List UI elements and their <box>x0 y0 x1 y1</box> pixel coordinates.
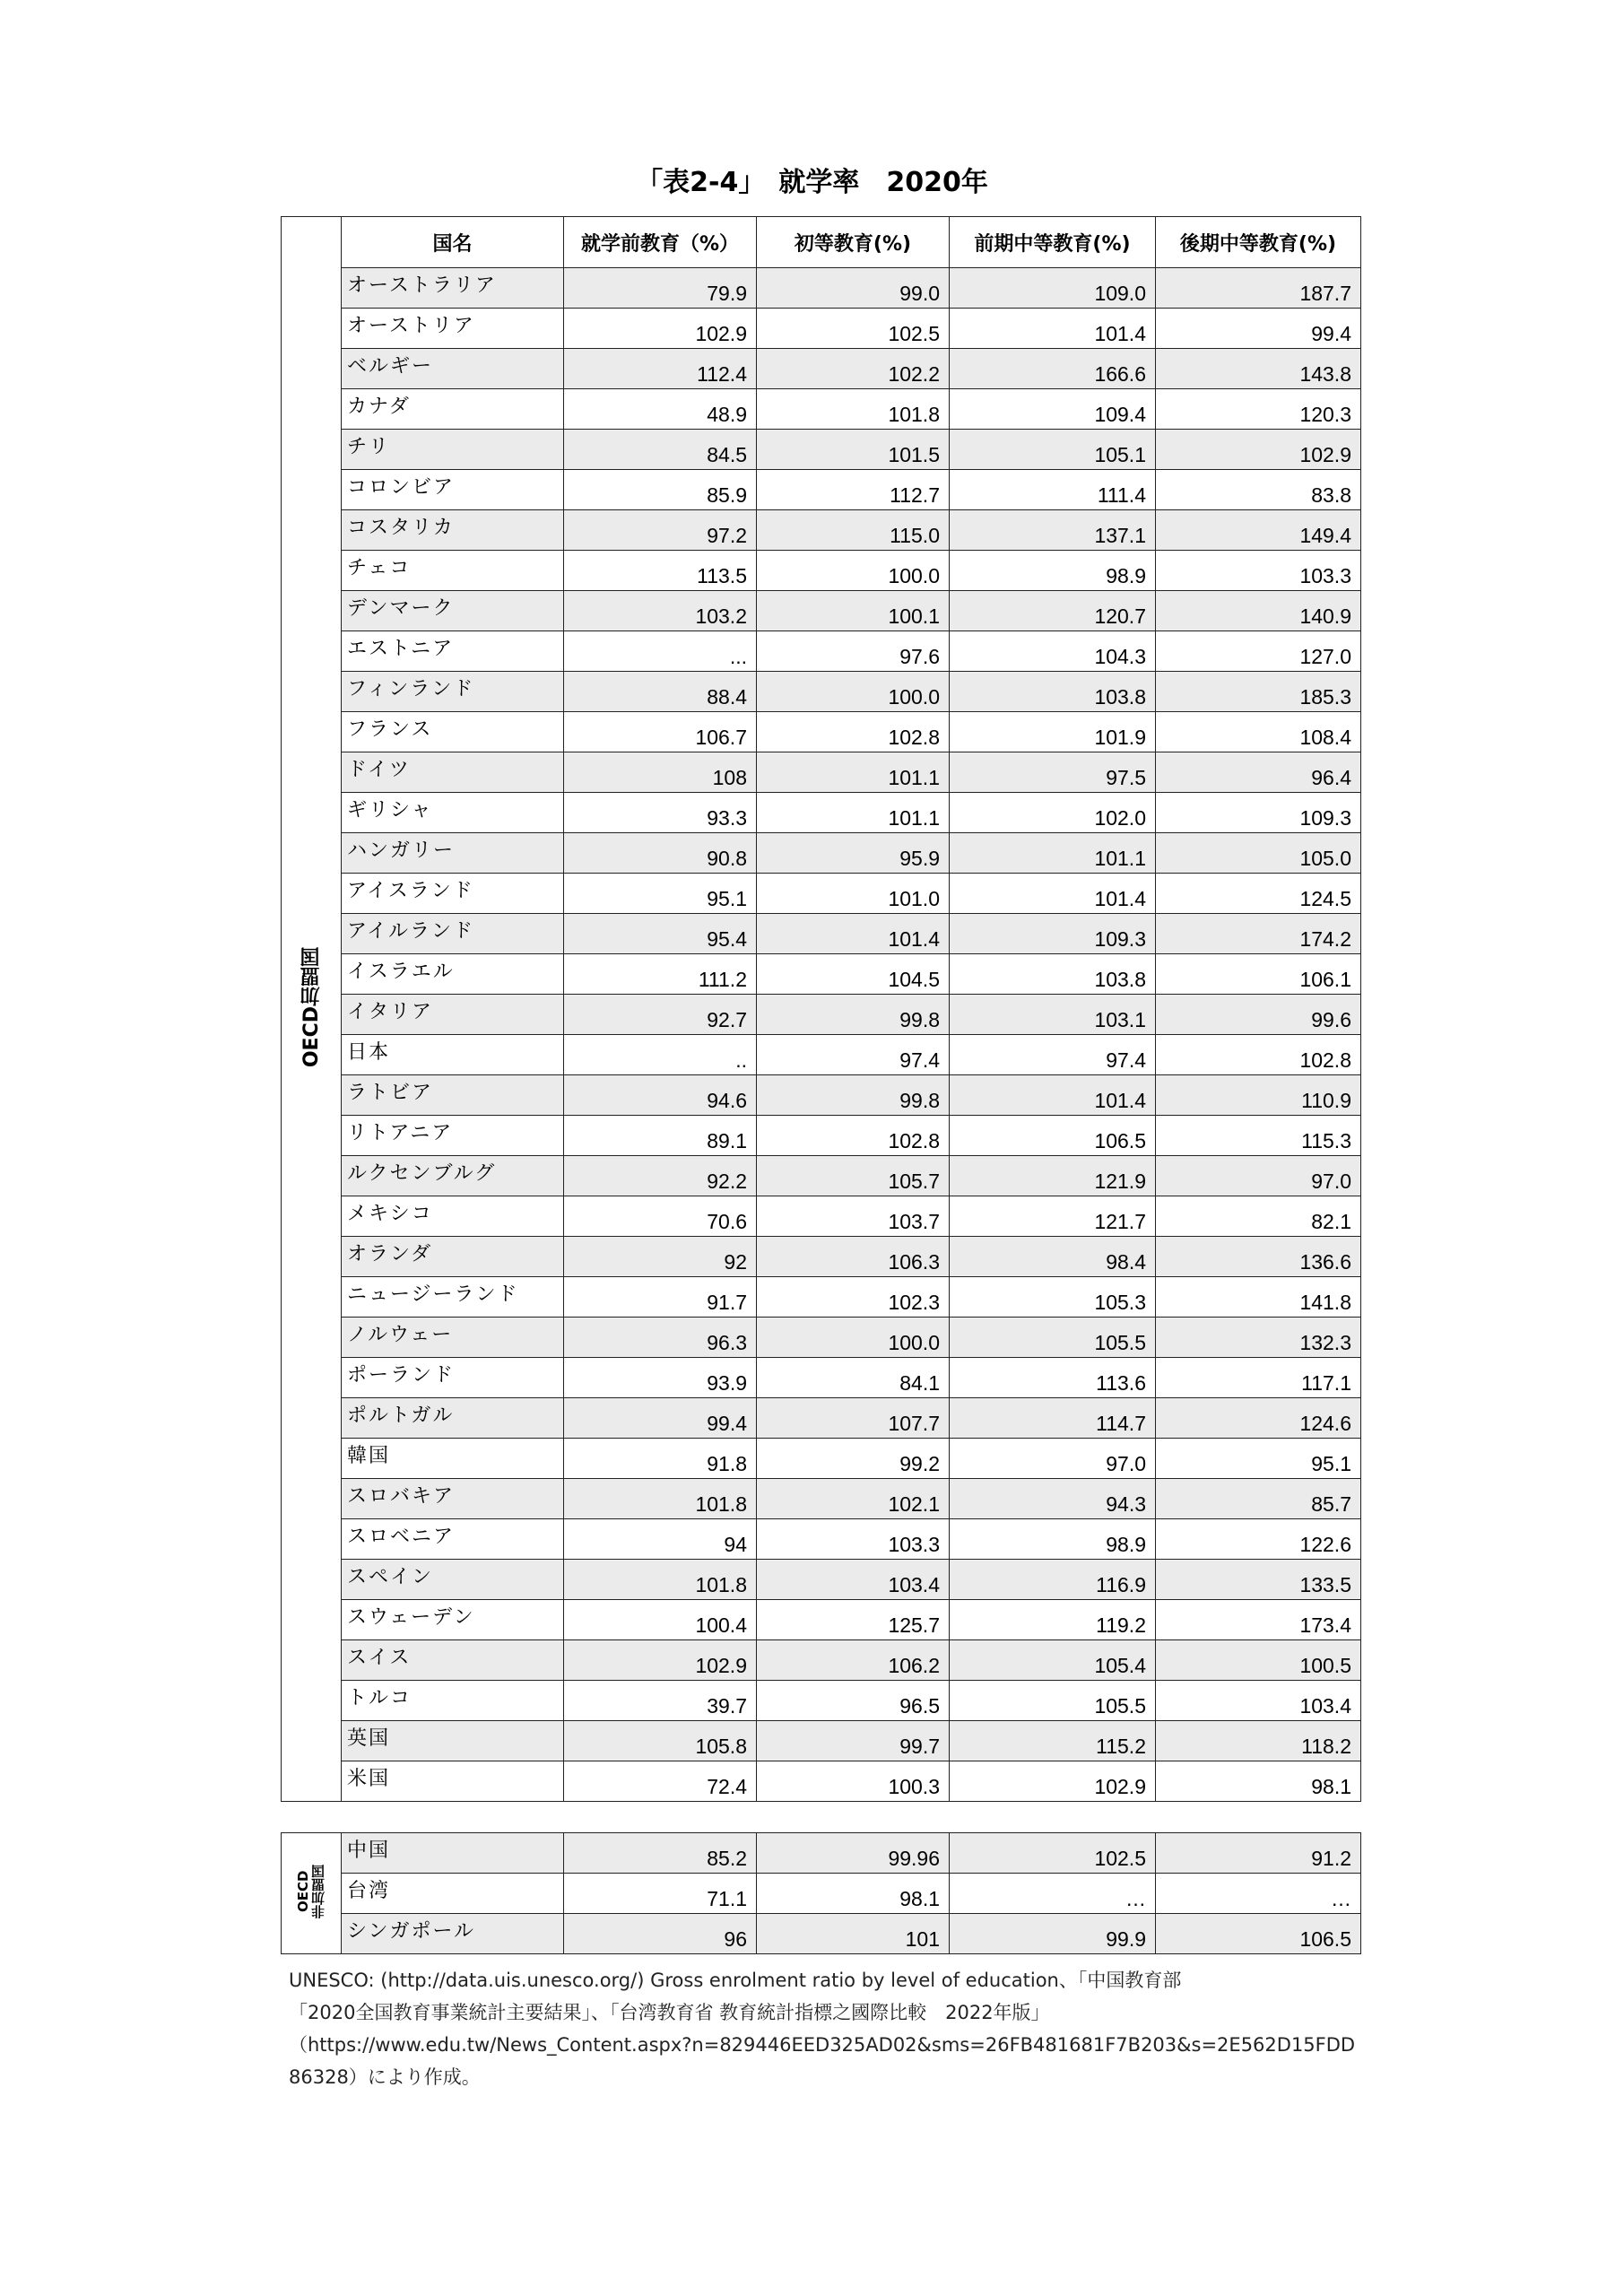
table-row <box>282 1721 1361 1761</box>
table-row <box>282 631 1361 672</box>
upper-secondary-value: 149.4 <box>1156 510 1361 551</box>
primary-value: 98.1 <box>757 1874 950 1914</box>
country-name: スイス <box>342 1640 564 1681</box>
country-name: オーストラリア <box>342 268 564 309</box>
primary-value: 100.0 <box>757 1318 950 1358</box>
primary-value: 102.3 <box>757 1277 950 1318</box>
upper-secondary-value: 173.4 <box>1156 1600 1361 1640</box>
preprimary-value: 94.6 <box>564 1075 757 1116</box>
country-name: 韓国 <box>342 1439 564 1479</box>
country-name: フランス <box>342 712 564 752</box>
table-row <box>282 1600 1361 1640</box>
lower-secondary-value: 120.7 <box>950 591 1156 631</box>
country-name: ラトビア <box>342 1075 564 1116</box>
preprimary-value: 89.1 <box>564 1116 757 1156</box>
preprimary-value: 101.8 <box>564 1560 757 1600</box>
country-name: エストニア <box>342 631 564 672</box>
primary-value: 100.0 <box>757 551 950 591</box>
lower-secondary-value: 98.4 <box>950 1237 1156 1277</box>
table-row <box>282 1398 1361 1439</box>
header-primary: 初等教育(%) <box>757 217 950 268</box>
preprimary-value: 95.1 <box>564 874 757 914</box>
upper-secondary-value: 99.6 <box>1156 995 1361 1035</box>
upper-secondary-value: 95.1 <box>1156 1439 1361 1479</box>
preprimary-value: 99.4 <box>564 1398 757 1439</box>
table-row <box>282 995 1361 1035</box>
lower-secondary-value: 103.8 <box>950 672 1156 712</box>
table-row <box>282 1640 1361 1681</box>
upper-secondary-value: 97.0 <box>1156 1156 1361 1196</box>
upper-secondary-value: 120.3 <box>1156 389 1361 430</box>
primary-value: 99.8 <box>757 995 950 1035</box>
lower-secondary-value: … <box>950 1874 1156 1914</box>
table-row <box>282 389 1361 430</box>
primary-value: 112.7 <box>757 470 950 510</box>
country-name: リトアニア <box>342 1116 564 1156</box>
upper-secondary-value: 143.8 <box>1156 349 1361 389</box>
header-country: 国名 <box>342 217 564 268</box>
country-name: イスラエル <box>342 954 564 995</box>
primary-value: 101.5 <box>757 430 950 470</box>
upper-secondary-value: 185.3 <box>1156 672 1361 712</box>
primary-value: 95.9 <box>757 833 950 874</box>
lower-secondary-value: 101.4 <box>950 874 1156 914</box>
primary-value: 99.0 <box>757 268 950 309</box>
preprimary-value: 85.9 <box>564 470 757 510</box>
table-row <box>282 1874 1361 1914</box>
country-name: チリ <box>342 430 564 470</box>
lower-secondary-value: 105.5 <box>950 1681 1156 1721</box>
table-row <box>282 954 1361 995</box>
preprimary-value: 102.9 <box>564 1640 757 1681</box>
country-name: ポーランド <box>342 1358 564 1398</box>
primary-value: 97.4 <box>757 1035 950 1075</box>
country-name: メキシコ <box>342 1196 564 1237</box>
header-lower-secondary: 前期中等教育(%) <box>950 217 1156 268</box>
country-name: ベルギー <box>342 349 564 389</box>
primary-value: 106.3 <box>757 1237 950 1277</box>
table-row <box>282 793 1361 833</box>
lower-secondary-value: 101.9 <box>950 712 1156 752</box>
primary-value: 102.8 <box>757 1116 950 1156</box>
primary-value: 102.2 <box>757 349 950 389</box>
upper-secondary-value: 124.6 <box>1156 1398 1361 1439</box>
preprimary-value: 91.7 <box>564 1277 757 1318</box>
source-line: （https://www.edu.tw/News_Content.aspx?n=829446EED325AD02&sms=26FB481681F7B203&s=2E562D15FDD <box>289 2034 1356 2056</box>
country-name: ドイツ <box>342 752 564 793</box>
upper-secondary-value: 106.1 <box>1156 954 1361 995</box>
table-row <box>282 1156 1361 1196</box>
country-name: スウェーデン <box>342 1600 564 1640</box>
upper-secondary-value: 108.4 <box>1156 712 1361 752</box>
lower-secondary-value: 98.9 <box>950 1519 1156 1560</box>
upper-secondary-value: 118.2 <box>1156 1721 1361 1761</box>
country-name: スロバキア <box>342 1479 564 1519</box>
upper-secondary-value: 174.2 <box>1156 914 1361 954</box>
group-label-nonoecd: OECD 非加盟国 <box>295 1865 326 1918</box>
upper-secondary-value: 132.3 <box>1156 1318 1361 1358</box>
table-row <box>282 1914 1361 1954</box>
upper-secondary-value: 136.6 <box>1156 1237 1361 1277</box>
lower-secondary-value: 119.2 <box>950 1600 1156 1640</box>
country-name: イタリア <box>342 995 564 1035</box>
primary-value: 100.3 <box>757 1761 950 1802</box>
upper-secondary-value: 102.8 <box>1156 1035 1361 1075</box>
preprimary-value: 108 <box>564 752 757 793</box>
preprimary-value: 93.9 <box>564 1358 757 1398</box>
lower-secondary-value: 104.3 <box>950 631 1156 672</box>
preprimary-value: 106.7 <box>564 712 757 752</box>
country-name: ポルトガル <box>342 1398 564 1439</box>
table-row <box>282 914 1361 954</box>
lower-secondary-value: 109.4 <box>950 389 1156 430</box>
upper-secondary-value: … <box>1156 1874 1361 1914</box>
table-row <box>282 833 1361 874</box>
lower-secondary-value: 137.1 <box>950 510 1156 551</box>
table-row <box>282 1237 1361 1277</box>
primary-value: 99.96 <box>757 1833 950 1874</box>
lower-secondary-value: 111.4 <box>950 470 1156 510</box>
header-upper-secondary: 後期中等教育(%) <box>1156 217 1361 268</box>
preprimary-value: .. <box>564 1035 757 1075</box>
country-name: 米国 <box>342 1761 564 1802</box>
country-name: 中国 <box>342 1833 564 1874</box>
upper-secondary-value: 103.3 <box>1156 551 1361 591</box>
preprimary-value: 72.4 <box>564 1761 757 1802</box>
lower-secondary-value: 105.4 <box>950 1640 1156 1681</box>
upper-secondary-value: 106.5 <box>1156 1914 1361 1954</box>
primary-value: 101.4 <box>757 914 950 954</box>
country-name: デンマーク <box>342 591 564 631</box>
table-row <box>282 510 1361 551</box>
lower-secondary-value: 121.7 <box>950 1196 1156 1237</box>
header-row <box>282 217 1361 268</box>
preprimary-value: 85.2 <box>564 1833 757 1874</box>
source-line: 86328）により作成。 <box>289 2066 481 2088</box>
preprimary-value: 92.7 <box>564 995 757 1035</box>
table-row <box>282 1277 1361 1318</box>
primary-value: 99.8 <box>757 1075 950 1116</box>
preprimary-value: 94 <box>564 1519 757 1560</box>
table-row <box>282 672 1361 712</box>
preprimary-value: 70.6 <box>564 1196 757 1237</box>
preprimary-value: 88.4 <box>564 672 757 712</box>
lower-secondary-value: 101.4 <box>950 1075 1156 1116</box>
upper-secondary-value: 83.8 <box>1156 470 1361 510</box>
primary-value: 101 <box>757 1914 950 1954</box>
country-name: アイスランド <box>342 874 564 914</box>
preprimary-value: 48.9 <box>564 389 757 430</box>
upper-secondary-value: 140.9 <box>1156 591 1361 631</box>
table-row <box>282 1833 1361 1874</box>
upper-secondary-value: 110.9 <box>1156 1075 1361 1116</box>
country-name: オランダ <box>342 1237 564 1277</box>
lower-secondary-value: 109.3 <box>950 914 1156 954</box>
primary-value: 103.7 <box>757 1196 950 1237</box>
primary-value: 103.3 <box>757 1519 950 1560</box>
upper-secondary-value: 103.4 <box>1156 1681 1361 1721</box>
primary-value: 100.1 <box>757 591 950 631</box>
country-name: 台湾 <box>342 1874 564 1914</box>
table-row <box>282 1439 1361 1479</box>
source-line: UNESCO: (http://data.uis.unesco.org/) Gross enrolment ratio by level of education、「中国教育部 <box>289 1970 1182 1991</box>
upper-secondary-value: 127.0 <box>1156 631 1361 672</box>
lower-secondary-value: 105.5 <box>950 1318 1156 1358</box>
preprimary-value: 105.8 <box>564 1721 757 1761</box>
upper-secondary-value: 102.9 <box>1156 430 1361 470</box>
source-note <box>289 1964 1365 2093</box>
table-row <box>282 1196 1361 1237</box>
country-name: フィンランド <box>342 672 564 712</box>
preprimary-value: 97.2 <box>564 510 757 551</box>
group-label-oecd-cell <box>282 217 342 1802</box>
table-row <box>282 349 1361 389</box>
preprimary-value: 71.1 <box>564 1874 757 1914</box>
primary-value: 100.0 <box>757 672 950 712</box>
primary-value: 103.4 <box>757 1560 950 1600</box>
upper-secondary-value: 109.3 <box>1156 793 1361 833</box>
table-row <box>282 1479 1361 1519</box>
upper-secondary-value: 115.3 <box>1156 1116 1361 1156</box>
lower-secondary-value: 102.9 <box>950 1761 1156 1802</box>
upper-secondary-value: 124.5 <box>1156 874 1361 914</box>
table-row <box>282 1075 1361 1116</box>
table-row <box>282 1519 1361 1560</box>
lower-secondary-value: 105.1 <box>950 430 1156 470</box>
primary-value: 105.7 <box>757 1156 950 1196</box>
country-name: コスタリカ <box>342 510 564 551</box>
preprimary-value: 84.5 <box>564 430 757 470</box>
lower-secondary-value: 101.1 <box>950 833 1156 874</box>
group-label-oecd: OECD加盟国 <box>300 946 323 1068</box>
lower-secondary-value: 113.6 <box>950 1358 1156 1398</box>
preprimary-value: 93.3 <box>564 793 757 833</box>
preprimary-value: 100.4 <box>564 1600 757 1640</box>
country-name: シンガポール <box>342 1914 564 1954</box>
primary-value: 125.7 <box>757 1600 950 1640</box>
table-row <box>282 1358 1361 1398</box>
lower-secondary-value: 105.3 <box>950 1277 1156 1318</box>
preprimary-value: 92.2 <box>564 1156 757 1196</box>
country-name: カナダ <box>342 389 564 430</box>
source-line: 「2020全国教育事業統計主要結果」、「台湾教育省 教育統計指標之國際比較 2022年版」 <box>289 2002 1050 2023</box>
lower-secondary-value: 97.0 <box>950 1439 1156 1479</box>
upper-secondary-value: 187.7 <box>1156 268 1361 309</box>
primary-value: 104.5 <box>757 954 950 995</box>
upper-secondary-value: 141.8 <box>1156 1277 1361 1318</box>
lower-secondary-value: 103.8 <box>950 954 1156 995</box>
primary-value: 84.1 <box>757 1358 950 1398</box>
preprimary-value: 90.8 <box>564 833 757 874</box>
table-row <box>282 1681 1361 1721</box>
header-preprimary: 就学前教育（%） <box>564 217 757 268</box>
country-name: アイルランド <box>342 914 564 954</box>
lower-secondary-value: 121.9 <box>950 1156 1156 1196</box>
table-row <box>282 430 1361 470</box>
country-name: スペイン <box>342 1560 564 1600</box>
preprimary-value: 102.9 <box>564 309 757 349</box>
lower-secondary-value: 102.5 <box>950 1833 1156 1874</box>
lower-secondary-value: 97.4 <box>950 1035 1156 1075</box>
primary-value: 96.5 <box>757 1681 950 1721</box>
preprimary-value: ... <box>564 631 757 672</box>
upper-secondary-value: 91.2 <box>1156 1833 1361 1874</box>
upper-secondary-value: 105.0 <box>1156 833 1361 874</box>
lower-secondary-value: 116.9 <box>950 1560 1156 1600</box>
primary-value: 101.0 <box>757 874 950 914</box>
table-row <box>282 470 1361 510</box>
primary-value: 101.8 <box>757 389 950 430</box>
preprimary-value: 91.8 <box>564 1439 757 1479</box>
preprimary-value: 95.4 <box>564 914 757 954</box>
preprimary-value: 39.7 <box>564 1681 757 1721</box>
lower-secondary-value: 109.0 <box>950 268 1156 309</box>
preprimary-value: 79.9 <box>564 268 757 309</box>
upper-secondary-value: 133.5 <box>1156 1560 1361 1600</box>
lower-secondary-value: 103.1 <box>950 995 1156 1035</box>
lower-secondary-value: 106.5 <box>950 1116 1156 1156</box>
preprimary-value: 92 <box>564 1237 757 1277</box>
table-row <box>282 752 1361 793</box>
primary-value: 99.7 <box>757 1721 950 1761</box>
table-row <box>282 712 1361 752</box>
lower-secondary-value: 99.9 <box>950 1914 1156 1954</box>
primary-value: 107.7 <box>757 1398 950 1439</box>
preprimary-value: 113.5 <box>564 551 757 591</box>
country-name: ギリシャ <box>342 793 564 833</box>
lower-secondary-value: 166.6 <box>950 349 1156 389</box>
table-row <box>282 551 1361 591</box>
upper-secondary-value: 99.4 <box>1156 309 1361 349</box>
preprimary-value: 111.2 <box>564 954 757 995</box>
upper-secondary-value: 100.5 <box>1156 1640 1361 1681</box>
country-name: ニュージーランド <box>342 1277 564 1318</box>
upper-secondary-value: 117.1 <box>1156 1358 1361 1398</box>
preprimary-value: 103.2 <box>564 591 757 631</box>
country-name: 英国 <box>342 1721 564 1761</box>
table-row <box>282 1761 1361 1802</box>
country-name: オーストリア <box>342 309 564 349</box>
preprimary-value: 101.8 <box>564 1479 757 1519</box>
table-row <box>282 1116 1361 1156</box>
table-row <box>282 1318 1361 1358</box>
lower-secondary-value: 98.9 <box>950 551 1156 591</box>
primary-value: 115.0 <box>757 510 950 551</box>
lower-secondary-value: 97.5 <box>950 752 1156 793</box>
upper-secondary-value: 98.1 <box>1156 1761 1361 1802</box>
table-row <box>282 268 1361 309</box>
primary-value: 102.8 <box>757 712 950 752</box>
table-row <box>282 874 1361 914</box>
upper-secondary-value: 85.7 <box>1156 1479 1361 1519</box>
upper-secondary-value: 82.1 <box>1156 1196 1361 1237</box>
group-label-nonoecd-cell <box>282 1833 342 1954</box>
lower-secondary-value: 101.4 <box>950 309 1156 349</box>
table-row <box>282 591 1361 631</box>
country-name: 日本 <box>342 1035 564 1075</box>
primary-value: 102.5 <box>757 309 950 349</box>
non-oecd-enrolment-table <box>281 1832 1361 1954</box>
primary-value: 102.1 <box>757 1479 950 1519</box>
lower-secondary-value: 94.3 <box>950 1479 1156 1519</box>
country-name: ハンガリー <box>342 833 564 874</box>
primary-value: 106.2 <box>757 1640 950 1681</box>
preprimary-value: 112.4 <box>564 349 757 389</box>
country-name: コロンビア <box>342 470 564 510</box>
country-name: スロベニア <box>342 1519 564 1560</box>
table-row <box>282 309 1361 349</box>
primary-value: 101.1 <box>757 793 950 833</box>
table-row <box>282 1560 1361 1600</box>
upper-secondary-value: 122.6 <box>1156 1519 1361 1560</box>
country-name: ノルウェー <box>342 1318 564 1358</box>
primary-value: 97.6 <box>757 631 950 672</box>
country-name: ルクセンブルグ <box>342 1156 564 1196</box>
primary-value: 101.1 <box>757 752 950 793</box>
lower-secondary-value: 114.7 <box>950 1398 1156 1439</box>
lower-secondary-value: 115.2 <box>950 1721 1156 1761</box>
primary-value: 99.2 <box>757 1439 950 1479</box>
table-row <box>282 1035 1361 1075</box>
upper-secondary-value: 96.4 <box>1156 752 1361 793</box>
country-name: チェコ <box>342 551 564 591</box>
country-name: トルコ <box>342 1681 564 1721</box>
table-title: 「表2-4」 就学率 2020年 <box>636 167 988 198</box>
preprimary-value: 96.3 <box>564 1318 757 1358</box>
lower-secondary-value: 102.0 <box>950 793 1156 833</box>
preprimary-value: 96 <box>564 1914 757 1954</box>
oecd-enrolment-table <box>281 216 1361 1802</box>
